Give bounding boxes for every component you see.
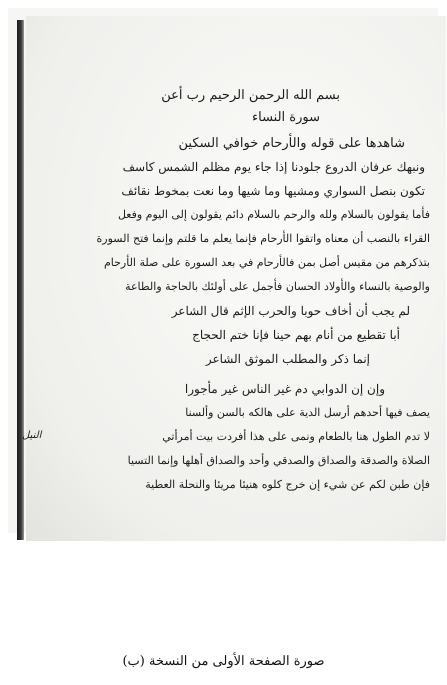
ms-line: الصلاة والصدقة والصداق والصدقي وأحد والصداق أهلها وإنما التسيا [127, 454, 430, 467]
ms-line: ونبهك عرفان الدروع جلودنا إذا جاء يوم مظلم الشمس كاسف [122, 160, 425, 174]
ms-line-surah-title: سورة النساء [252, 110, 320, 125]
figure-caption: صورة الصفحة الأولى من النسخة (ب) [122, 654, 325, 669]
ms-line: تكون بنصل السواري ومشيها وما شيها وما نعت بمخوط نقائف [121, 184, 425, 198]
ms-line: أبا تقطيع من أنام بهم حينا فإنا ختم الحجاج [192, 328, 400, 342]
ms-line: بتذكرهم من مقيس أصل بمن فالأرحام في بعد السورة على صلة الأرحام [103, 256, 430, 269]
margin-note: النيل [22, 430, 42, 441]
ms-line: يصف فيها أحدهم أرسل الدية على هالكه بالسن وألسنا [185, 406, 430, 419]
ms-line: لا تدم الطول هنا بالطعام ونمى على هذا أفردت بيت أمرأتي [162, 430, 430, 443]
ms-line: إنما ذكر والمطلب الموثق الشاعر [205, 352, 370, 366]
ms-line: شاهدها على قوله والأرحام خوافي السكين [178, 136, 405, 151]
ms-line: فإن طبن لكم عن شيء إن خرج كلوه هنيئا مريئا والنحلة العطية [145, 478, 430, 491]
ms-line: لم يجب أن أخاف حوبا والحرب الإثم قال الشاعر [171, 304, 410, 318]
ms-line: فأما يقولون بالسلام ولله والرحم بالسلام دائم يقولون إلى اليوم وفعل [117, 208, 430, 221]
manuscript-text [20, 78, 430, 518]
ms-line: وإن إن الدوابي دم غير الناس غير مأجورا [184, 382, 385, 396]
ms-line-basmala: بسم الله الرحمن الرحيم رب أعن [161, 88, 340, 103]
ms-line: والوصية بالنساء والأولاد الحسان فأجمل على أولئك بالحاجة والطاعة [125, 280, 430, 293]
ms-line: القراء بالنصب أن معناه واتقوا الأرحام فإنما يعلم ما قلتم وإنما فتح السورة [96, 232, 430, 245]
